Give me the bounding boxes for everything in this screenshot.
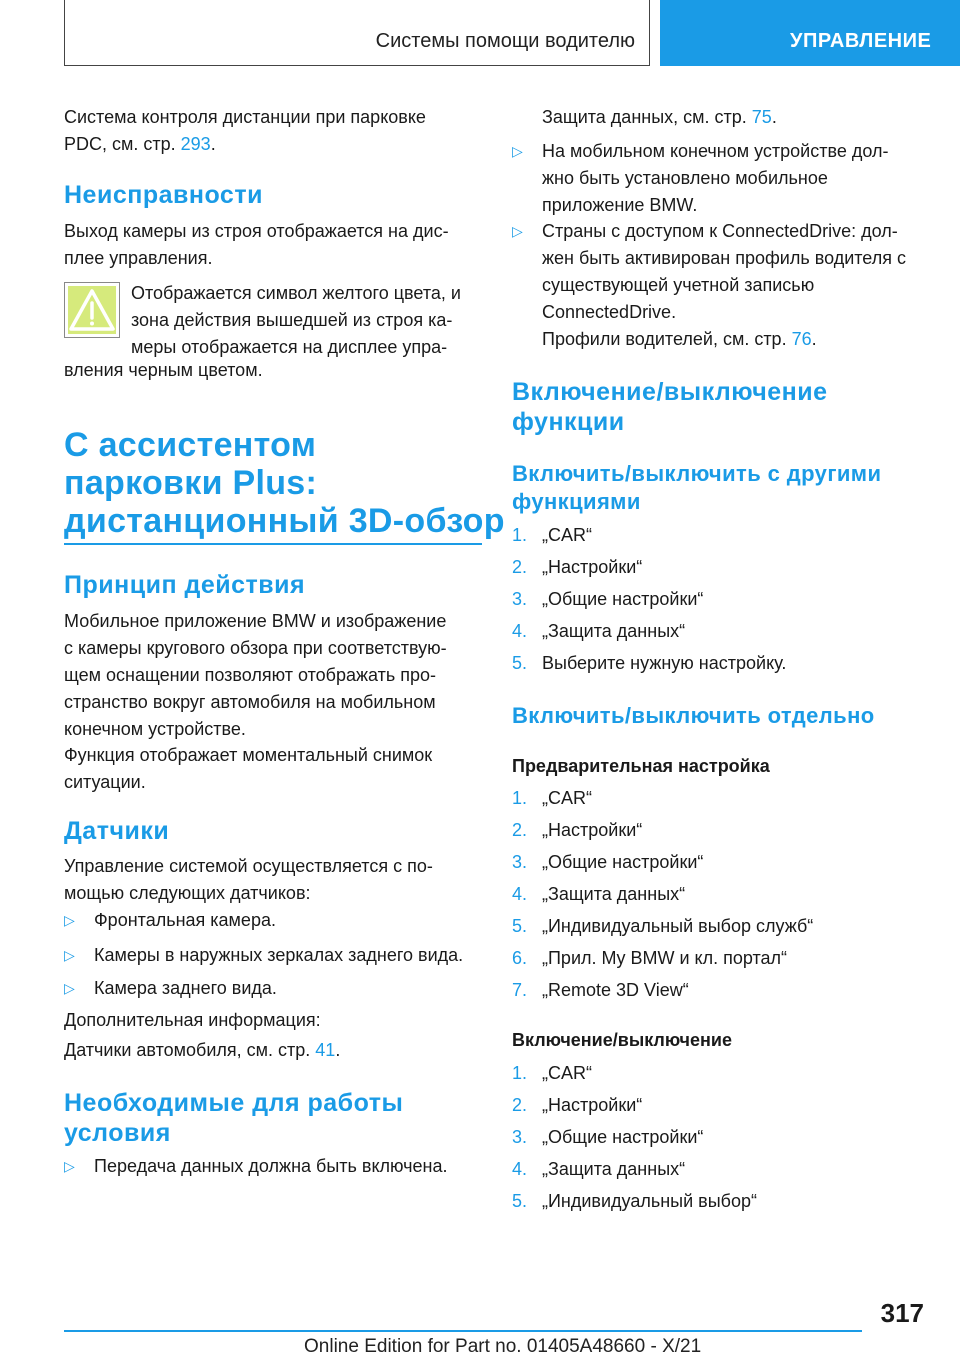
additional-info-label: Дополнительная информация: [64, 1010, 321, 1030]
list-item [512, 1060, 592, 1087]
triangle-bullet-icon: ▷ [512, 223, 523, 239]
step-number: 1. [512, 525, 528, 545]
step-number: 3. [512, 589, 528, 609]
onoff-heading [512, 377, 828, 437]
step-text: Выберите нужную настройку. [542, 653, 787, 673]
step-text: „CAR“ [542, 788, 592, 808]
presetting-heading: Предварительная настройка [512, 756, 770, 776]
ref-suffix: . [335, 1040, 341, 1060]
heading-line: условия [64, 1119, 171, 1147]
main-heading-line: парковки Plus: [64, 464, 318, 502]
list-item-text [542, 218, 906, 326]
page-link[interactable]: 76 [791, 329, 812, 349]
step-text: „Настройки“ [542, 1095, 643, 1115]
text-line: странство вокруг автомобиля на мобильном [64, 692, 436, 712]
step-text: „Общие настройки“ [542, 852, 704, 872]
text-line: жен быть активирован профиль водителя с [542, 248, 906, 268]
malfunction-paragraph [64, 218, 449, 272]
onoff-sub-heading: Включение/выключение [512, 1030, 732, 1050]
step-text: „Настройки“ [542, 820, 643, 840]
text-line: конечном устройстве. [64, 719, 246, 739]
list-item [64, 907, 276, 934]
step-number: 5. [512, 653, 528, 673]
profiles-reference [542, 326, 817, 353]
text-line: ситуации. [64, 772, 146, 792]
heading-line: Необходимые для работы [64, 1089, 404, 1117]
step-number: 5. [512, 916, 528, 936]
heading-line: функциями [512, 489, 641, 514]
step-number: 1. [512, 788, 528, 808]
step-number: 4. [512, 1159, 528, 1179]
ref-text: Датчики автомобиля, см. стр. [64, 1040, 311, 1060]
list-item [512, 977, 689, 1004]
list-item-text: Передача данных должна быть включена. [94, 1156, 448, 1176]
data-protection-reference [542, 104, 777, 131]
text-line: мощью следующих датчиков: [64, 883, 311, 903]
text-line: щем оснащении позволяют отображать про- [64, 665, 437, 685]
step-number: 3. [512, 852, 528, 872]
text-line: Управление системой осуществляется с по- [64, 856, 433, 876]
triangle-bullet-icon: ▷ [512, 143, 523, 159]
text-line: жно быть установлено мобильное [542, 168, 828, 188]
ref-suffix: . [210, 134, 216, 154]
text-line: Мобильное приложение BMW и изображение [64, 611, 447, 631]
list-item [512, 849, 703, 876]
list-item [512, 586, 703, 613]
triangle-bullet-icon: ▷ [64, 1158, 75, 1174]
separately-heading: Включить/выключить отдельно [512, 703, 875, 728]
step-number: 1. [512, 1063, 528, 1083]
sensors-reference [64, 1037, 340, 1064]
step-number: 5. [512, 1191, 528, 1211]
intro-paragraph [64, 104, 426, 158]
step-number: 4. [512, 884, 528, 904]
text-line: приложение BMW. [542, 195, 698, 215]
malfunction-heading: Неисправности [64, 181, 263, 209]
list-item [512, 785, 592, 812]
ref-suffix: . [811, 329, 817, 349]
list-item [512, 1156, 685, 1183]
footer-divider [64, 1330, 862, 1332]
warning-symbol-icon [64, 282, 120, 338]
step-text: „CAR“ [542, 525, 592, 545]
header-section-title: Системы помощи водителю [375, 30, 635, 52]
step-text: „Защита данных“ [542, 884, 686, 904]
step-number: 6. [512, 948, 528, 968]
heading-line: функции [512, 408, 625, 436]
heading-line: Включить/выключить с другими [512, 461, 882, 486]
list-item [512, 618, 685, 645]
ref-text: PDC, см. стр. [64, 134, 176, 154]
footer-edition: Online Edition for Part no. 01405A48660 - X/21 [304, 1336, 702, 1357]
warning-text-tail: вления черным цветом. [64, 360, 263, 380]
heading-line: Включение/выключение [512, 378, 828, 406]
list-item [512, 218, 906, 326]
list-item-text [542, 138, 888, 219]
list-item [512, 913, 813, 940]
main-heading-line: дистанционный 3D-обзор [64, 502, 505, 540]
ref-text: Профили водителей, см. стр. [542, 329, 787, 349]
triangle-bullet-icon: ▷ [64, 980, 75, 996]
principle-paragraph-2 [64, 742, 432, 796]
with-others-heading [512, 460, 881, 516]
triangle-bullet-icon: ▷ [64, 912, 75, 928]
principle-heading: Принцип действия [64, 571, 306, 599]
main-heading-line: С ассистентом [64, 426, 317, 464]
text-line: зона действия вышедшей из строя ка- [131, 310, 453, 330]
step-number: 4. [512, 621, 528, 641]
step-text: „Индивидуальный выбор служб“ [542, 916, 814, 936]
warning-text-block [131, 280, 461, 361]
step-text: „Прил. My BMW и кл. портал“ [542, 948, 788, 968]
list-item [64, 1153, 448, 1180]
triangle-bullet-icon: ▷ [64, 947, 75, 963]
page-link[interactable]: 75 [751, 107, 772, 127]
text-line: меры отображается на дисплее упра- [131, 337, 448, 357]
text-line: На мобильном конечном устройстве дол- [542, 141, 889, 161]
intro-line [64, 131, 426, 158]
list-item-text: Камеры в наружных зеркалах заднего вида. [94, 945, 464, 965]
ref-text: Защита данных, см. стр. [542, 107, 747, 127]
step-text: „CAR“ [542, 1063, 592, 1083]
text-line: Функция отображает моментальный снимок [64, 745, 433, 765]
sensors-paragraph [64, 853, 433, 907]
list-item [512, 522, 592, 549]
list-item [512, 1188, 757, 1215]
header-section-tab [64, 0, 650, 66]
list-item-text: Камера заднего вида. [94, 978, 277, 998]
intro-line: Система контроля дистанции при парковке [64, 107, 426, 127]
list-item [64, 975, 277, 1002]
sensors-heading: Датчики [64, 817, 170, 845]
principle-paragraph-1 [64, 608, 447, 743]
text-line: Страны с доступом к ConnectedDrive: дол- [542, 221, 898, 241]
page-number: 317 [880, 1298, 924, 1328]
text-line: плее управления. [64, 248, 213, 268]
step-text: „Индивидуальный выбор“ [542, 1191, 757, 1211]
text-line: ConnectedDrive. [542, 302, 677, 322]
header-chapter-tab [660, 0, 960, 66]
list-item [512, 650, 786, 677]
list-item [64, 942, 463, 969]
page-link[interactable]: 293 [180, 134, 211, 154]
page-link[interactable]: 41 [315, 1040, 336, 1060]
step-text: „Защита данных“ [542, 621, 686, 641]
step-text: „Защита данных“ [542, 1159, 686, 1179]
step-number: 2. [512, 1095, 528, 1115]
list-item [512, 945, 787, 972]
list-item [512, 1092, 642, 1119]
requirements-heading [64, 1088, 403, 1148]
step-number: 3. [512, 1127, 528, 1147]
step-number: 2. [512, 557, 528, 577]
text-line: с камеры кругового обзора при соответствую- [64, 638, 447, 658]
step-text: „Общие настройки“ [542, 589, 704, 609]
list-item [512, 138, 888, 219]
list-item [512, 554, 642, 581]
text-line: Выход камеры из строя отображается на дис- [64, 221, 449, 241]
header-chapter-title: УПРАВЛЕНИЕ [790, 30, 932, 52]
heading-divider [64, 543, 482, 545]
main-heading [64, 426, 505, 540]
text-line: Отображается символ желтого цвета, и [131, 283, 461, 303]
list-item [512, 881, 685, 908]
text-line: существующей учетной записью [542, 275, 815, 295]
list-item [512, 1124, 703, 1151]
ref-suffix: . [771, 107, 777, 127]
step-text: „Remote 3D View“ [542, 980, 689, 1000]
step-number: 7. [512, 980, 528, 1000]
list-item-text: Фронтальная камера. [94, 910, 276, 930]
step-text: „Общие настройки“ [542, 1127, 704, 1147]
step-number: 2. [512, 820, 528, 840]
list-item [512, 817, 642, 844]
step-text: „Настройки“ [542, 557, 643, 577]
